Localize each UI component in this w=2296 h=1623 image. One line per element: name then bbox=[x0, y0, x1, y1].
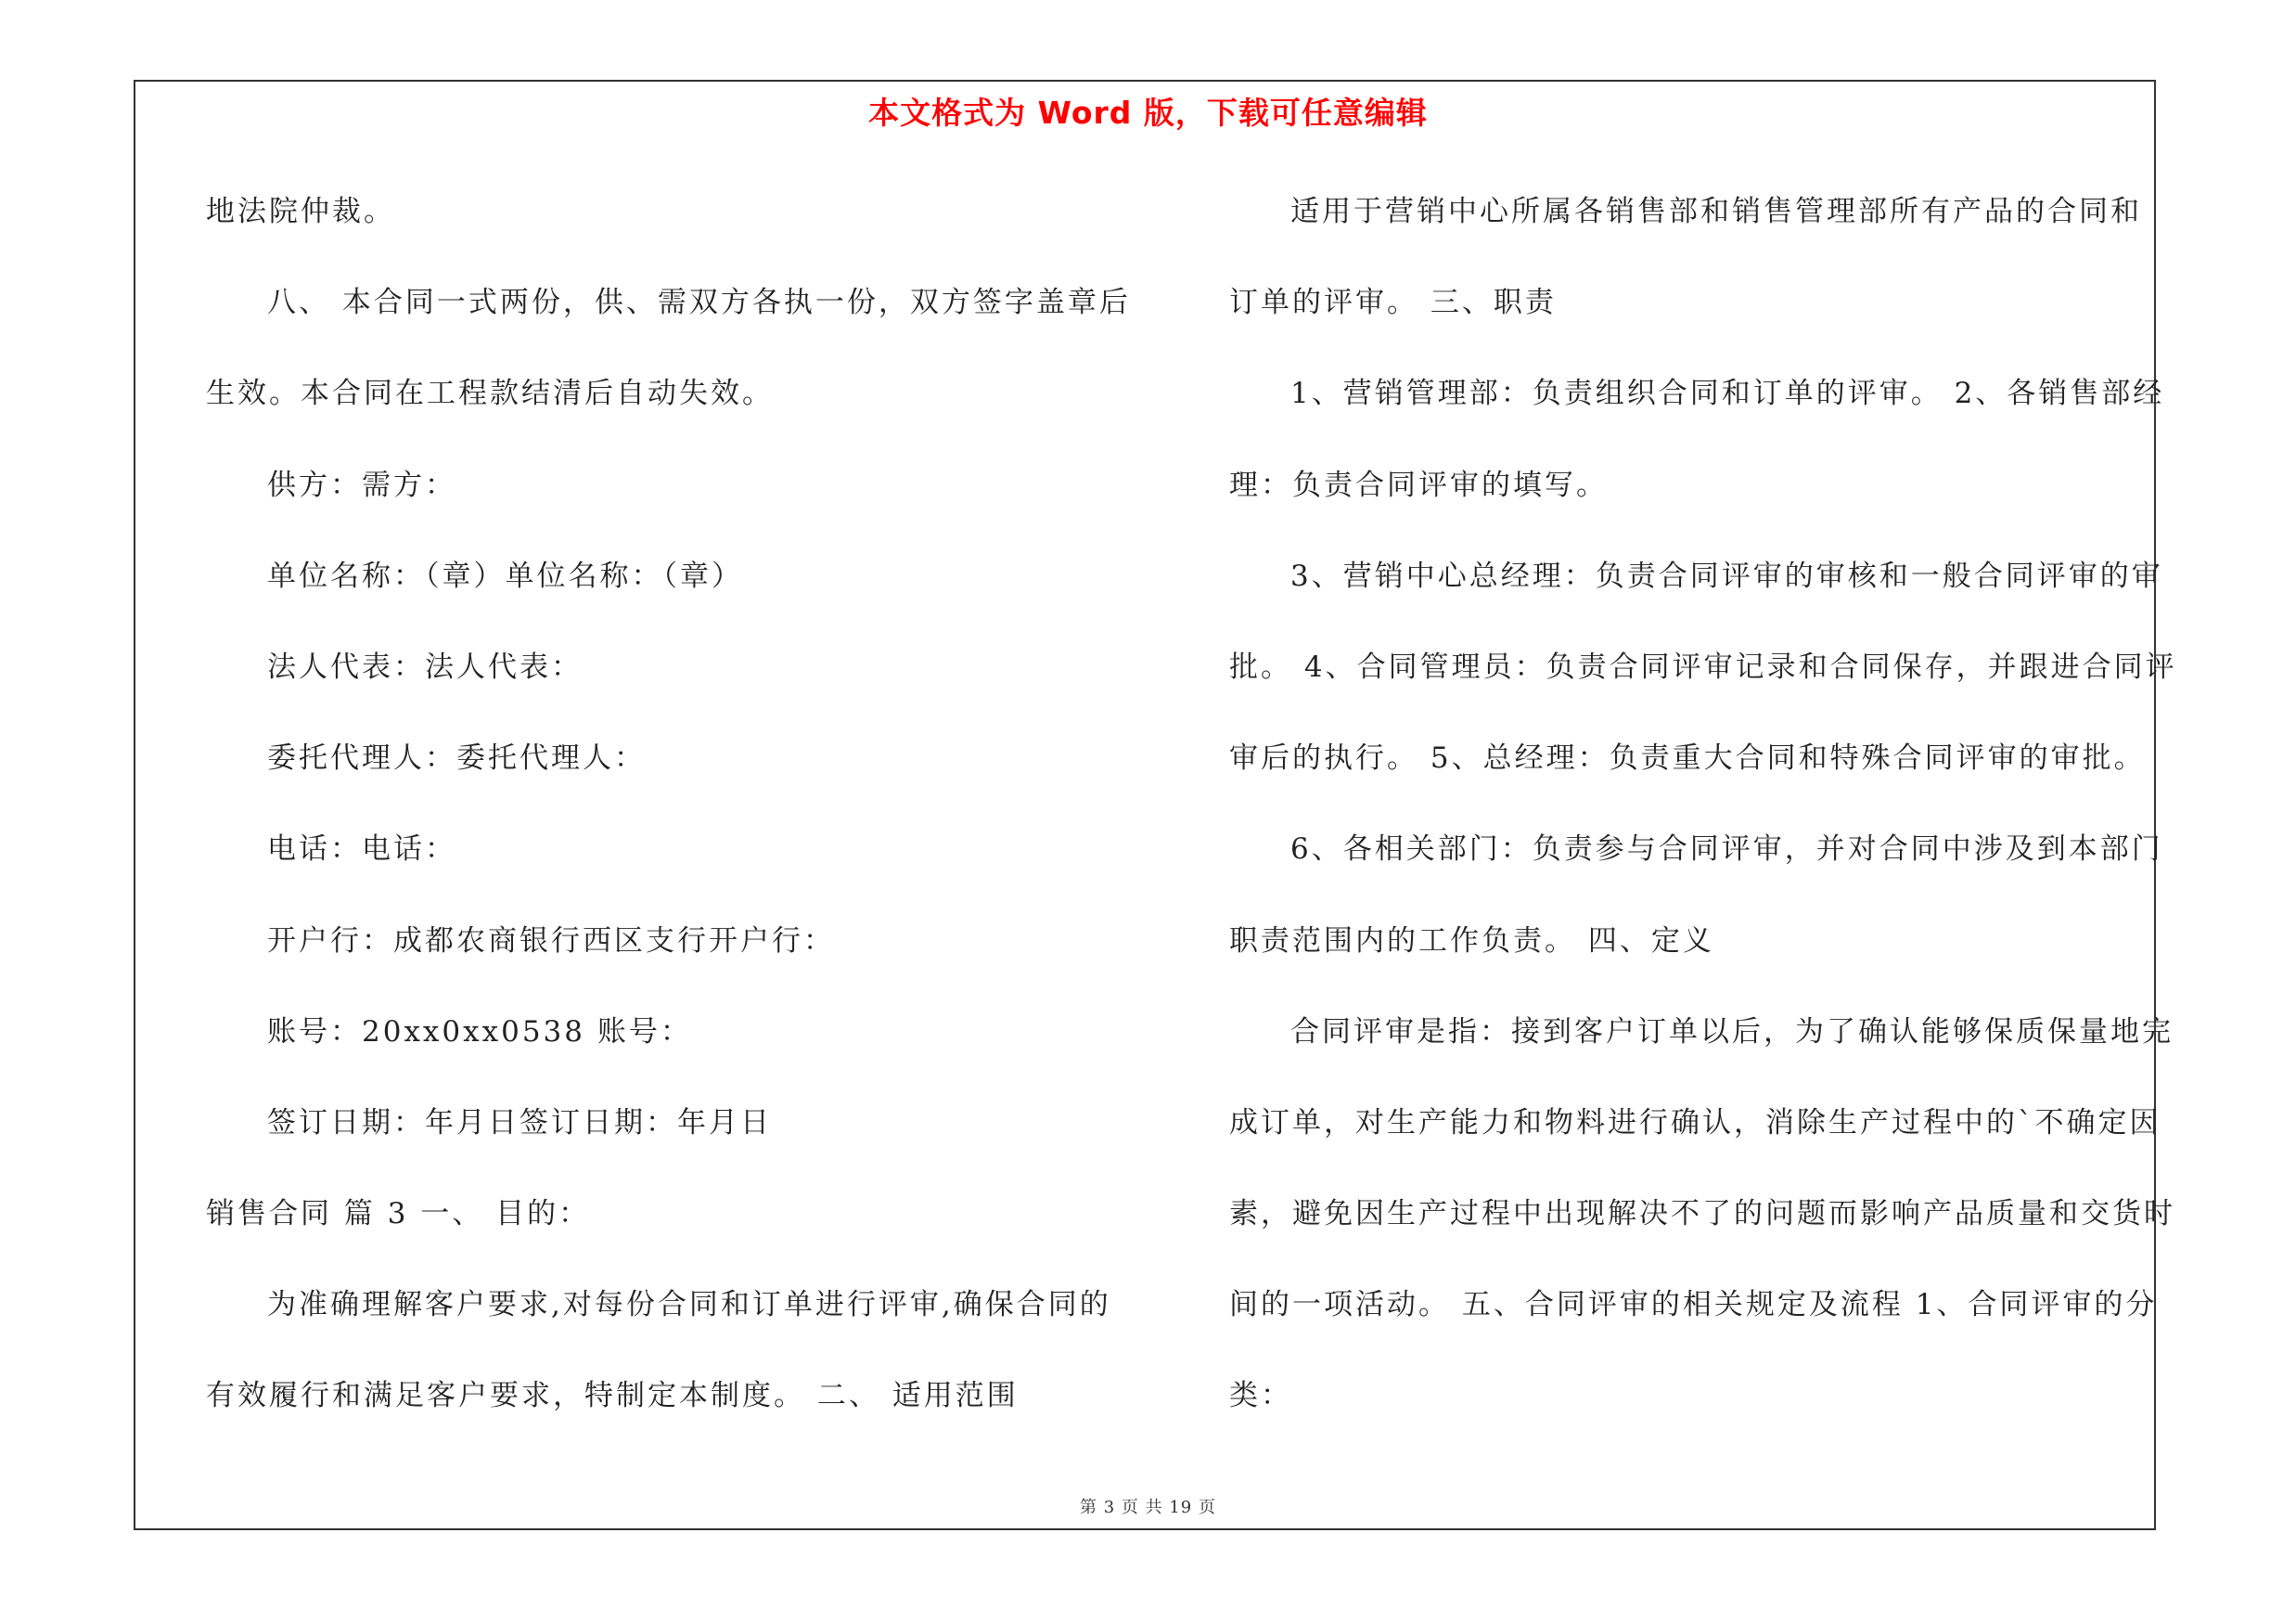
paragraph-line bbox=[206, 366, 1143, 457]
line-text: 6、各相关部门：负责参与合同评审，并对合同中涉及到本部门 bbox=[1290, 832, 2163, 867]
left-column bbox=[206, 184, 1143, 1460]
line-text: 审后的执行。 5、总经理：负责重大合同和特殊合同评审的审批。 bbox=[1229, 741, 2146, 776]
right-column bbox=[1229, 184, 2177, 1460]
paragraph-line bbox=[206, 1368, 1143, 1459]
line-text: 账号：20xx0xx0538 账号： bbox=[267, 1014, 692, 1049]
line-text: 职责范围内的工作负责。 四、定义 bbox=[1229, 923, 1714, 958]
line-text: 有效履行和满足客户要求，特制定本制度。 二、 适用范围 bbox=[206, 1379, 1019, 1413]
paragraph-line bbox=[1229, 184, 2161, 275]
line-text: 委托代理人：委托代理人： bbox=[267, 741, 646, 776]
line-text: 销售合同 篇 3 一、 目的： bbox=[206, 1197, 591, 1231]
line-text: 适用于营销中心所属各销售部和销售管理部所有产品的合同和 bbox=[1290, 195, 2142, 228]
line-text: 开户行：成都农商银行西区支行开户行： bbox=[267, 923, 835, 958]
paragraph-line bbox=[206, 913, 1143, 1004]
line-text: 为准确理解客户要求,对每份合同和订单进行评审,确保合同的 bbox=[267, 1288, 1111, 1322]
line-text: 间的一项活动。 五、合同评审的相关规定及流程 1、合同评审的分 bbox=[1229, 1288, 2158, 1322]
paragraph-line bbox=[206, 184, 1143, 275]
line-text: 3、营销中心总经理：负责合同评审的审核和一般合同评审的审 bbox=[1290, 559, 2163, 593]
paragraph-line bbox=[1229, 1186, 2175, 1277]
paragraph-line bbox=[206, 1186, 1143, 1277]
line-text: 合同评审是指：接到客户订单以后，为了确认能够保质保量地完 bbox=[1290, 1014, 2174, 1049]
line-text: 成订单，对生产能力和物料进行确认，消除生产过程中的`不确定因 bbox=[1229, 1105, 2161, 1140]
paragraph-line bbox=[206, 639, 1143, 730]
line-text: 法人代表：法人代表： bbox=[267, 650, 583, 684]
paragraph-line bbox=[206, 1004, 1143, 1095]
paragraph-line bbox=[1229, 913, 2161, 1004]
line-text: 1、营销管理部：负责组织合同和订单的评审。 2、各销售部经 bbox=[1290, 377, 2165, 411]
paragraph-line bbox=[1229, 639, 2177, 730]
paragraph-line bbox=[1229, 1277, 2161, 1368]
paragraph-line bbox=[206, 457, 1143, 548]
paragraph-line bbox=[206, 1277, 1143, 1368]
paragraph-line bbox=[1229, 366, 2165, 457]
line-text: 供方：需方： bbox=[267, 468, 456, 502]
paragraph-line bbox=[206, 548, 1143, 639]
paragraph-line bbox=[206, 730, 1143, 821]
line-text: 素，避免因生产过程中出现解决不了的问题而影响产品质量和交货时 bbox=[1229, 1197, 2175, 1231]
paragraph-line bbox=[206, 821, 1143, 912]
paragraph-line bbox=[1229, 1004, 2174, 1095]
line-text: 签订日期：年月日签订日期：年月日 bbox=[267, 1105, 772, 1140]
page-number: 第 3 页 共 19 页 bbox=[1080, 1498, 1216, 1517]
line-text: 电话：电话： bbox=[267, 832, 456, 867]
paragraph-line bbox=[1229, 548, 2161, 639]
line-text: 理：负责合同评审的填写。 bbox=[1229, 468, 1608, 502]
line-text: 批。 4、合同管理员：负责合同评审记录和合同保存，并跟进合同评 bbox=[1229, 650, 2177, 684]
paragraph-line bbox=[1229, 457, 2161, 548]
header-banner: 本文格式为 Word 版，下载可任意编辑 bbox=[868, 95, 1428, 131]
paragraph-line bbox=[206, 275, 1143, 366]
line-text: 生效。本合同在工程款结清后自动失效。 bbox=[206, 377, 774, 411]
paragraph-line bbox=[1229, 1095, 2161, 1186]
paragraph-line bbox=[1229, 730, 2161, 821]
line-text: 地法院仲裁。 bbox=[206, 195, 395, 228]
line-text: 订单的评审。 三、职责 bbox=[1229, 286, 1557, 320]
paragraph-line bbox=[1229, 821, 2161, 912]
paragraph-line bbox=[206, 1095, 1143, 1186]
paragraph-line bbox=[1229, 275, 2161, 366]
line-text: 八、 本合同一式两份，供、需双方各执一份，双方签字盖章后 bbox=[267, 286, 1131, 320]
paragraph-line bbox=[1229, 1368, 2161, 1459]
line-text: 单位名称：（章）单位名称：（章） bbox=[267, 559, 743, 593]
line-text: 类： bbox=[1229, 1379, 1292, 1413]
